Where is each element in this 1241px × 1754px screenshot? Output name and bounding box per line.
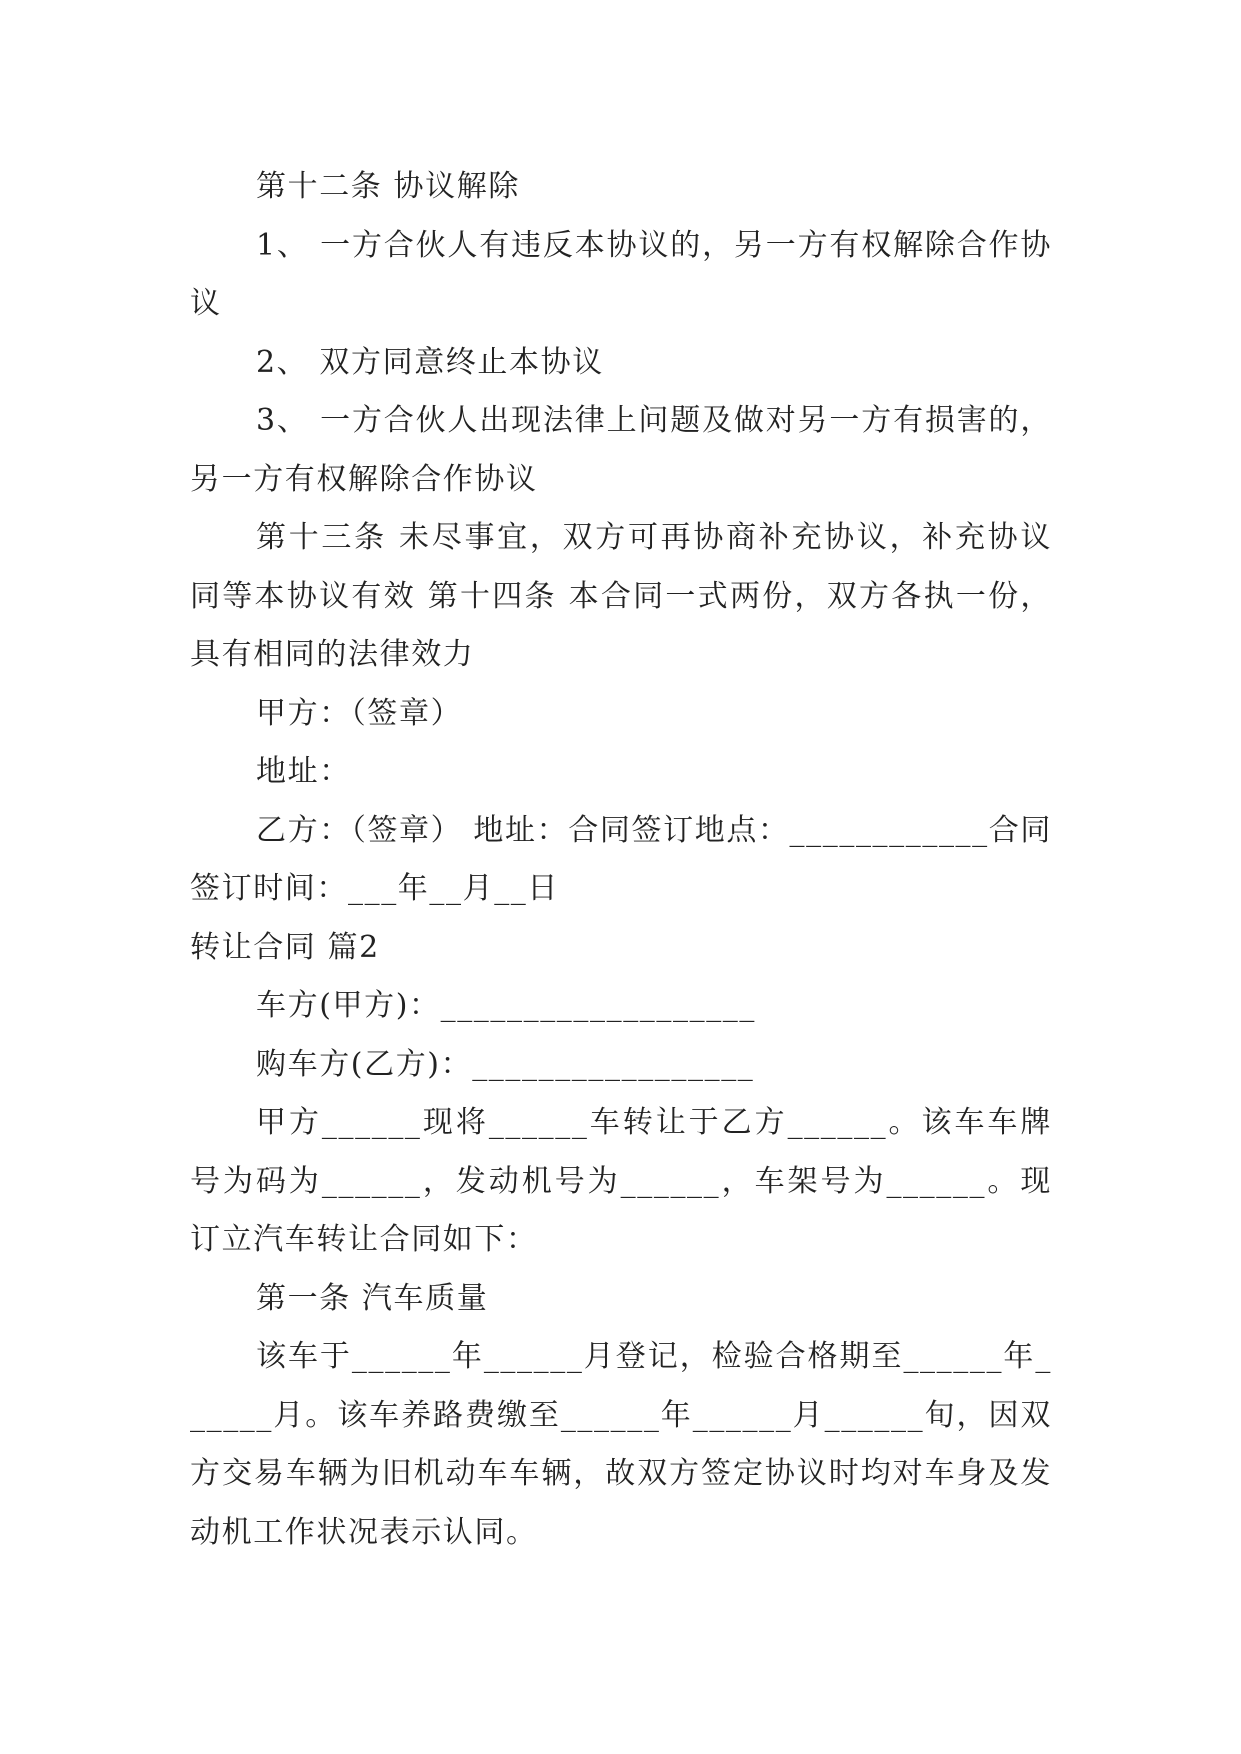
document-body (190, 158, 1052, 1562)
section-title: 转让合同 篇2 (190, 929, 380, 965)
article-1-body: 该车于______年______月登记，检验合格期至______年______月。该车养路费缴至______年______月______旬，因双方交易车辆为旧机动车车辆，故双方签定协议时均对车身及发动机工作状况表示认同。 (190, 1339, 1052, 1550)
party-a-address-line: 地址： (256, 754, 351, 789)
clause-12-item-1: 1、 一方合伙人有违反本协议的，另一方有权解除合作协议 (190, 227, 1052, 321)
clause-12-item-3: 3、 一方合伙人出现法律上问题及做对另一方有损害的，另一方有权解除合作协议 (190, 403, 1052, 497)
clause-12-item-2: 2、 双方同意终止本协议 (256, 344, 604, 380)
buyer-party-line: 购车方(乙方)：_________________ (256, 1046, 755, 1082)
vehicle-transfer-paragraph: 甲方______现将______车转让于乙方______。该车车牌号为码为______，发动机号为______，车架号为______。现订立汽车转让合同如下： (190, 1105, 1052, 1257)
seller-party-line: 车方(甲方)：___________________ (256, 988, 757, 1023)
party-b-signature-place-time: 乙方：（签章） 地址：合同签订地点：____________合同签订时间：___年__月__日 (190, 812, 1052, 906)
article-1-heading: 第一条 汽车质量 (256, 1280, 489, 1316)
clause-13-14-paragraph: 第十三条 未尽事宜，双方可再协商补充协议，补充协议同等本协议有效 第十四条 本合同一式两份，双方各执一份，具有相同的法律效力 (190, 520, 1052, 672)
clause-12-heading: 第十二条 协议解除 (256, 169, 520, 204)
party-a-signature-line: 甲方：（签章） (256, 695, 463, 731)
